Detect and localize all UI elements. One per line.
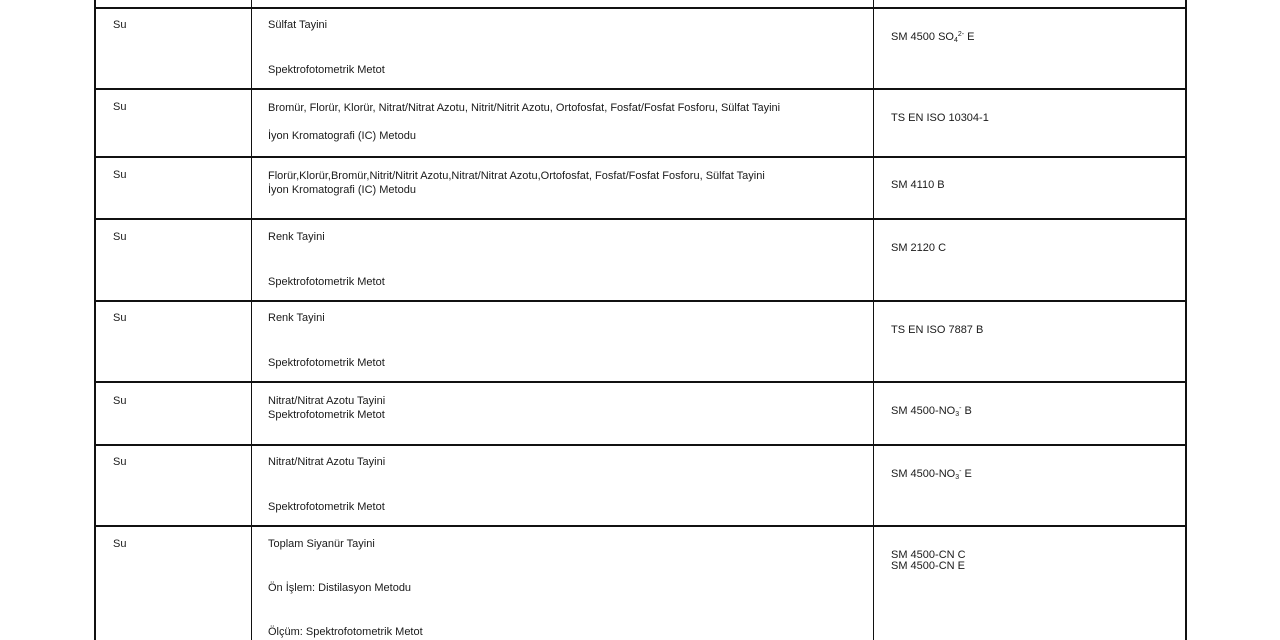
method-prefix: SM 4500-NO (891, 405, 956, 417)
parameter-name: Nitrat/Nitrat Azotu Tayini (268, 456, 386, 468)
parameter-technique: İyon Kromatografi (IC) Metodu (268, 130, 416, 142)
parameter-technique: Spektrofotometrik Metot (268, 357, 385, 369)
method-prefix: SM 4500-NO (891, 468, 956, 480)
method-superscript: - (959, 405, 962, 412)
matrix-cell: Su (113, 19, 127, 31)
method-suffix: B (961, 405, 972, 417)
parameter-measurement: Ölçüm: Spektrofotometrik Metot (268, 626, 423, 638)
matrix-cell: Su (113, 101, 127, 113)
column-divider-2 (873, 0, 874, 640)
method-reference: SM 4110 B (891, 179, 945, 191)
matrix-cell: Su (113, 231, 127, 243)
method-suffix: E (961, 468, 972, 480)
parameter-technique: İyon Kromatografi (IC) Metodu (268, 184, 416, 196)
matrix-cell: Su (113, 538, 127, 550)
row-divider (94, 444, 1187, 446)
method-reference-secondary: SM 4500-CN E (891, 560, 965, 572)
method-subscript: 4 (953, 37, 958, 44)
parameter-name: Toplam Siyanür Tayini (268, 538, 375, 550)
method-reference: SM 4500-CN C (891, 549, 966, 561)
parameter-name: Renk Tayini (268, 231, 325, 243)
method-subscript: 3 (955, 474, 960, 481)
row-divider (94, 218, 1187, 220)
method-prefix: SM 4500 SO (891, 31, 954, 43)
row-divider (94, 381, 1187, 383)
method-subscript: 3 (955, 411, 960, 418)
parameter-name: Florür,Klorür,Bromür,Nitrit/Nitrit Azotu,Nitrat/Nitrat Azotu,Ortofosfat, Fosfat/Fosfat Fosforu, Sülfat Tayini (268, 170, 765, 182)
matrix-cell: Su (113, 456, 127, 468)
matrix-cell: Su (113, 169, 127, 181)
parameter-technique: Spektrofotometrik Metot (268, 501, 385, 513)
parameter-technique: Spektrofotometrik Metot (268, 276, 385, 288)
method-reference: TS EN ISO 10304-1 (891, 112, 989, 124)
column-divider-1 (251, 0, 252, 640)
table-frame (94, 0, 1187, 640)
method-reference: SM 2120 C (891, 242, 947, 254)
parameter-technique: Spektrofotometrik Metot (268, 409, 385, 421)
method-reference (891, 405, 972, 418)
parameter-name: Nitrat/Nitrat Azotu Tayini (268, 395, 386, 407)
method-reference (891, 468, 972, 481)
row-divider (94, 88, 1187, 90)
parameter-pretreatment: Ön İşlem: Distilasyon Metodu (268, 582, 412, 594)
parameter-name: Renk Tayini (268, 312, 325, 324)
parameter-technique: Spektrofotometrik Metot (268, 64, 385, 76)
matrix-cell: Su (113, 395, 127, 407)
method-reference (891, 31, 975, 44)
row-divider (94, 300, 1187, 302)
parameter-name: Sülfat Tayini (268, 19, 328, 31)
method-superscript: 2- (957, 31, 965, 38)
row-divider (94, 156, 1187, 158)
parameter-name: Bromür, Florür, Klorür, Nitrat/Nitrat Azotu, Nitrit/Nitrit Azotu, Ortofosfat, Fosfat/Fosfat Fosforu, Sülfat Tayini (268, 102, 781, 114)
method-reference: TS EN ISO 7887 B (891, 324, 984, 336)
row-divider (94, 7, 1187, 9)
method-suffix: E (964, 31, 975, 43)
method-superscript: - (959, 468, 962, 475)
row-divider (94, 525, 1187, 527)
matrix-cell: Su (113, 312, 127, 324)
